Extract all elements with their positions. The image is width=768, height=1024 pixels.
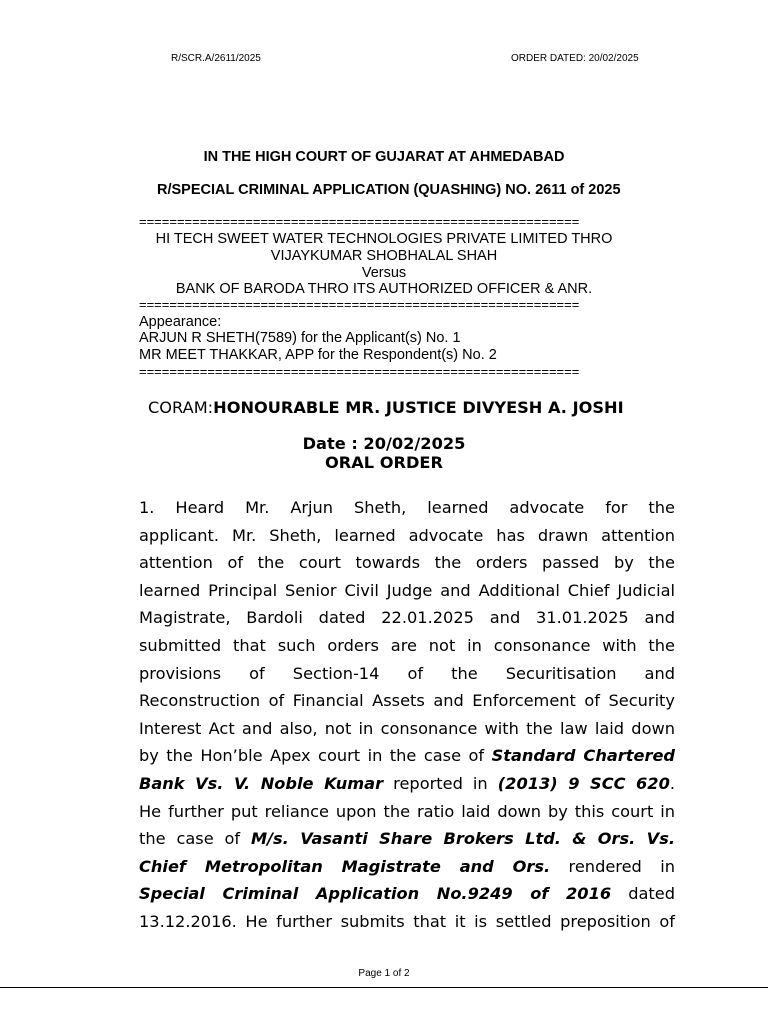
order-type: ORAL ORDER	[325, 453, 443, 472]
case-citation: Bank Vs. V. Noble Kumar	[139, 773, 384, 793]
case-citation: M/s. Vasanti Share Brokers Ltd. & Ors. Vs.	[251, 829, 675, 849]
respondent-line: BANK OF BARODA THRO ITS AUTHORIZED OFFICER & ANR.	[175, 281, 593, 297]
body-line	[139, 825, 675, 853]
body-line: Interest Act and also, not in consonance with the law laid down	[139, 718, 675, 738]
case-citation: Chief Metropolitan Magistrate and Ors.	[139, 856, 551, 876]
body-line: Magistrate, Bardoli dated 22.01.2025 and 31.01.2025 and	[139, 608, 675, 628]
coram-label: CORAM:	[148, 398, 214, 417]
body-text: by the Hon’ble Apex court in the case of	[139, 746, 492, 766]
applicant-counsel: ARJUN R SHETH(7589) for the Applicant(s) No. 1	[139, 330, 461, 346]
application-title: R/SPECIAL CRIMINAL APPLICATION (QUASHING) NO. 2611 of 2025	[157, 182, 621, 198]
separator-line: ==========================================================	[139, 214, 580, 229]
order-body	[139, 494, 675, 936]
body-line	[139, 742, 675, 770]
body-line	[139, 853, 675, 881]
footer-divider	[0, 987, 768, 988]
separator-line: ==========================================================	[139, 297, 580, 312]
body-text: .	[669, 773, 675, 793]
versus-label: Versus	[361, 265, 407, 281]
body-text: dated	[611, 884, 675, 904]
body-text: rendered in	[550, 856, 675, 876]
body-line: provisions of Section-14 of the Securitisation and	[139, 663, 675, 683]
body-line: 13.12.2016. He further submits that it is settled preposition of	[139, 911, 675, 931]
case-reference: R/SCR.A/2611/2025	[171, 53, 261, 64]
case-citation: Special Criminal Application No.9249 of 2016	[139, 884, 612, 904]
page-number: Page 1 of 2	[358, 968, 410, 979]
body-line: submitted that such orders are not in consonance with the	[139, 635, 675, 655]
body-line: attention of the court towards the orders passed by the	[139, 553, 675, 573]
body-line: applicant. Mr. Sheth, learned advocate has drawn attention	[139, 525, 675, 545]
body-line: 1. Heard Mr. Arjun Sheth, learned advocate for the	[139, 498, 675, 517]
judge-name: HONOURABLE MR. JUSTICE DIVYESH A. JOSHI	[213, 398, 624, 417]
order-date: Date : 20/02/2025	[302, 434, 466, 453]
separator-line: ==========================================================	[139, 364, 580, 379]
order-date-header: ORDER DATED: 20/02/2025	[511, 53, 639, 64]
body-line	[139, 880, 675, 908]
body-text: reported in	[383, 773, 498, 793]
body-line: learned Principal Senior Civil Judge and Additional Chief Judicial	[139, 580, 675, 600]
body-text: the case of	[139, 829, 252, 849]
body-line	[139, 770, 675, 798]
applicant-line-1: HI TECH SWEET WATER TECHNOLOGIES PRIVATE LIMITED THRO	[155, 231, 613, 247]
appearance-label: Appearance:	[139, 314, 222, 330]
court-title: IN THE HIGH COURT OF GUJARAT AT AHMEDABAD	[203, 149, 565, 165]
case-citation: Standard Chartered	[491, 746, 676, 766]
coram-line	[148, 398, 624, 417]
case-citation: (2013) 9 SCC 620	[497, 773, 670, 793]
respondent-counsel: MR MEET THAKKAR, APP for the Respondent(s) No. 2	[139, 347, 497, 363]
body-line: He further put reliance upon the ratio laid down by this court in	[139, 801, 675, 821]
body-line: Reconstruction of Financial Assets and Enforcement of Security	[139, 691, 675, 711]
applicant-line-2: VIJAYKUMAR SHOBHALAL SHAH	[270, 248, 498, 264]
